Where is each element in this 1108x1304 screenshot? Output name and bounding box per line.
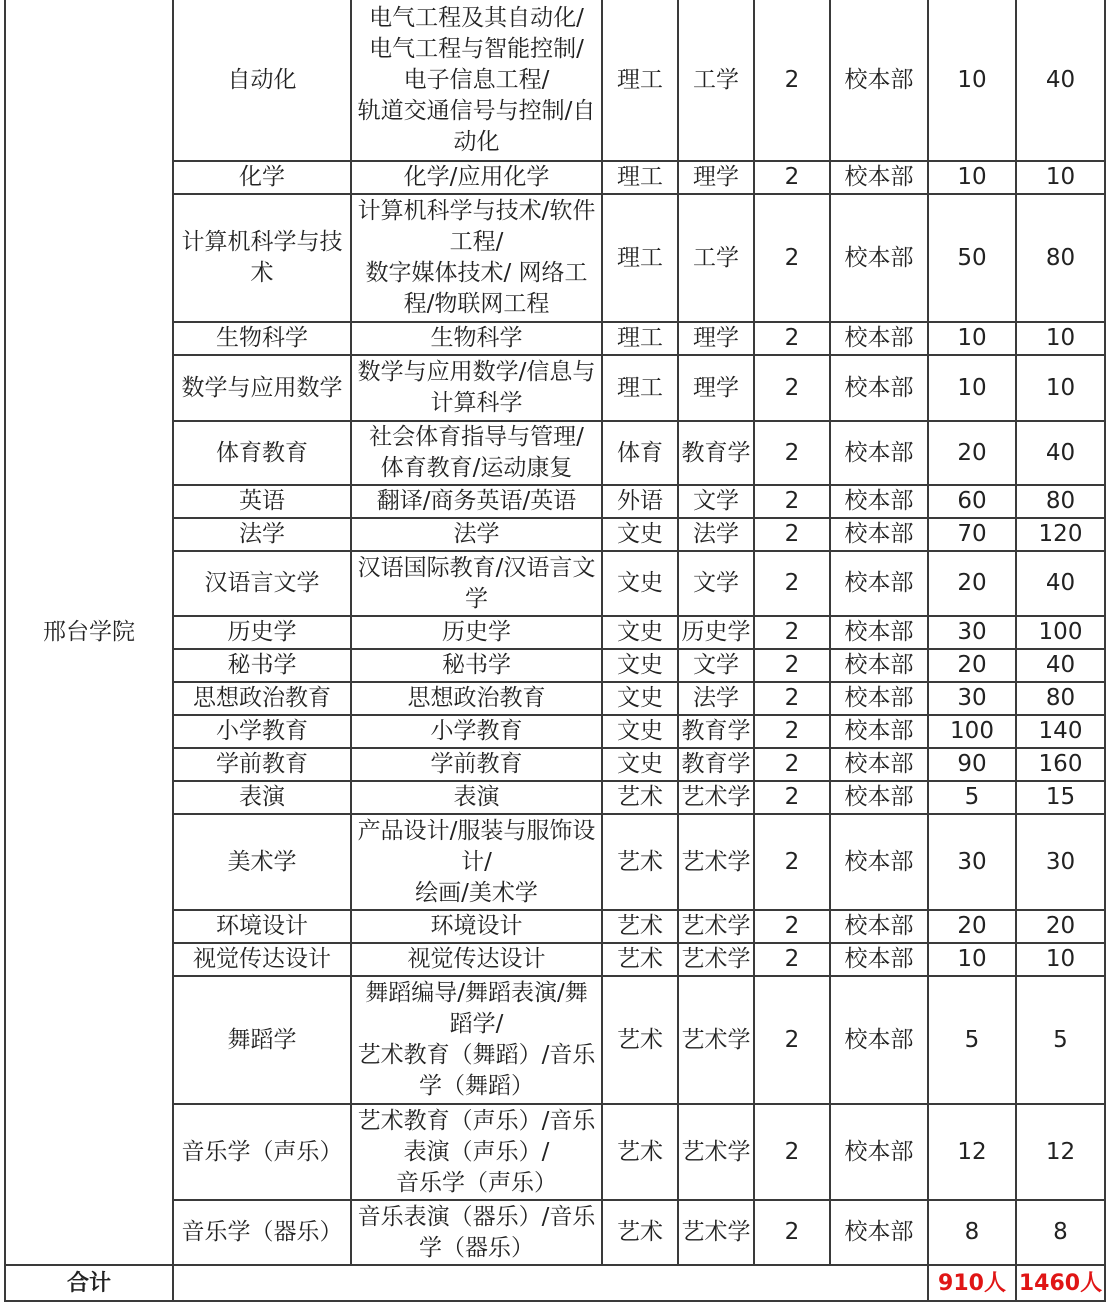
campus-cell: 校本部 [830,518,928,551]
related-major-line: 视觉传达设计 [407,946,546,972]
years-cell: 2 [754,194,830,322]
enroll-cell: 30 [1016,814,1105,910]
years-cell: 2 [754,322,830,355]
related-major-line: 社会体育指导与管理/ [369,424,584,450]
degree-cell: 理学 [678,161,754,194]
related-major-line: 轨道交通信号与控制/自 [357,97,596,124]
related-major-line: 计算机科学与技术/软件 [357,198,596,224]
category-cell: 文史 [602,715,678,748]
plan-cell: 90 [928,748,1016,781]
major-cell: 汉语言文学 [173,551,351,616]
enroll-cell: 160 [1016,748,1105,781]
category-cell: 文史 [602,748,678,781]
category-cell: 理工 [602,322,678,355]
enroll-cell: 140 [1016,715,1105,748]
years-cell: 2 [754,910,830,943]
related-majors-cell [351,814,602,910]
plan-cell: 10 [928,161,1016,194]
related-major-line: 表演（声乐）/ [403,1138,550,1165]
major-cell: 法学 [173,518,351,551]
enroll-cell: 12 [1016,1104,1105,1200]
years-cell: 2 [754,781,830,814]
major-cell: 音乐学（器乐） [173,1200,351,1265]
category-cell: 理工 [602,194,678,322]
enroll-cell: 40 [1016,649,1105,682]
enroll-cell: 10 [1016,161,1105,194]
major-cell: 体育教育 [173,421,351,485]
degree-cell: 文学 [678,485,754,518]
years-cell: 2 [754,518,830,551]
plan-cell: 5 [928,781,1016,814]
category-cell: 艺术 [602,976,678,1104]
degree-cell: 历史学 [678,616,754,649]
campus-cell: 校本部 [830,1200,928,1265]
related-major-line: 电气工程及其自动化/ [369,4,584,31]
related-majors-cell [351,355,602,421]
years-cell: 2 [754,355,830,421]
related-major-line: 小学教育 [430,718,523,744]
related-major-line: 电子信息工程/ [403,66,550,93]
plan-cell: 20 [928,421,1016,485]
related-majors-cell [351,616,602,649]
enroll-cell: 5 [1016,976,1105,1104]
related-majors-cell [351,910,602,943]
degree-cell: 艺术学 [678,1104,754,1200]
related-major-line: 艺术教育（舞蹈）/音乐 [357,1042,596,1068]
major-cell: 秘书学 [173,649,351,682]
category-cell: 文史 [602,551,678,616]
enroll-cell: 80 [1016,682,1105,715]
related-majors-cell [351,748,602,781]
related-major-line: 舞蹈编导/舞蹈表演/舞 [365,980,588,1006]
related-major-line: 动化 [453,128,500,155]
enroll-cell: 10 [1016,322,1105,355]
major-cell: 音乐学（声乐） [173,1104,351,1200]
years-cell: 2 [754,1200,830,1265]
related-major-line: 音乐表演（器乐）/音乐 [357,1203,596,1230]
category-cell: 文史 [602,616,678,649]
related-major-line: 化学/应用化学 [403,164,550,190]
plan-cell: 12 [928,1104,1016,1200]
related-majors-cell [351,0,602,161]
enroll-cell: 40 [1016,551,1105,616]
related-majors-cell [351,1104,602,1200]
major-cell: 舞蹈学 [173,976,351,1104]
plan-cell: 30 [928,616,1016,649]
campus-cell: 校本部 [830,649,928,682]
years-cell: 2 [754,485,830,518]
major-cell: 自动化 [173,0,351,161]
related-major-line: 蹈学/ [449,1011,504,1037]
major-cell: 学前教育 [173,748,351,781]
campus-cell: 校本部 [830,194,928,322]
degree-cell: 艺术学 [678,781,754,814]
enroll-cell: 40 [1016,421,1105,485]
related-major-line: 计/ [461,848,492,875]
years-cell: 2 [754,1104,830,1200]
plan-cell: 30 [928,682,1016,715]
total-row [5,1265,1105,1301]
campus-cell: 校本部 [830,355,928,421]
degree-cell: 文学 [678,551,754,616]
degree-cell: 理学 [678,322,754,355]
total-enroll: 1460人 [1016,1265,1105,1301]
related-majors-cell [351,421,602,485]
campus-cell: 校本部 [830,161,928,194]
major-cell: 视觉传达设计 [173,943,351,976]
category-cell: 体育 [602,421,678,485]
years-cell: 2 [754,616,830,649]
plan-cell: 10 [928,355,1016,421]
related-major-line: 程/物联网工程 [403,291,550,317]
enroll-cell: 15 [1016,781,1105,814]
category-cell: 艺术 [602,943,678,976]
related-major-line: 秘书学 [442,652,511,678]
campus-cell: 校本部 [830,943,928,976]
major-cell: 历史学 [173,616,351,649]
degree-cell: 文学 [678,649,754,682]
related-major-line: 生物科学 [430,325,523,351]
campus-cell: 校本部 [830,0,928,161]
related-major-line: 环境设计 [430,913,523,939]
years-cell: 2 [754,682,830,715]
degree-cell: 工学 [678,194,754,322]
related-major-line: 翻译/商务英语/英语 [376,488,577,514]
years-cell: 2 [754,421,830,485]
campus-cell: 校本部 [830,910,928,943]
related-majors-cell [351,551,602,616]
related-major-line: 汉语国际教育/汉语言文 [357,554,596,581]
years-cell: 2 [754,943,830,976]
related-majors-cell [351,518,602,551]
related-major-line: 工程/ [449,229,504,255]
plan-cell: 5 [928,976,1016,1104]
years-cell: 2 [754,551,830,616]
enroll-cell: 80 [1016,485,1105,518]
related-major-line: 体育教育/运动康复 [380,455,573,481]
major-cell: 计算机科学与技术 [173,194,351,322]
related-major-line: 绘画/美术学 [415,879,538,906]
major-cell: 化学 [173,161,351,194]
category-cell: 理工 [602,0,678,161]
related-major-line: 学（器乐） [419,1234,534,1261]
enroll-cell: 10 [1016,943,1105,976]
related-majors-cell [351,976,602,1104]
campus-cell: 校本部 [830,322,928,355]
category-cell: 艺术 [602,910,678,943]
category-cell: 艺术 [602,781,678,814]
related-major-line: 学（舞蹈） [419,1073,534,1099]
total-blank [173,1265,928,1301]
plan-cell: 70 [928,518,1016,551]
plan-cell: 10 [928,0,1016,161]
major-cell: 数学与应用数学 [173,355,351,421]
campus-cell: 校本部 [830,976,928,1104]
plan-cell: 20 [928,649,1016,682]
major-cell: 生物科学 [173,322,351,355]
degree-cell: 艺术学 [678,976,754,1104]
related-majors-cell [351,943,602,976]
related-majors-cell [351,781,602,814]
years-cell: 2 [754,976,830,1104]
related-majors-cell [351,649,602,682]
category-cell: 理工 [602,161,678,194]
related-major-line: 法学 [453,521,500,547]
campus-cell: 校本部 [830,748,928,781]
enroll-cell: 8 [1016,1200,1105,1265]
campus-cell: 校本部 [830,715,928,748]
years-cell: 2 [754,161,830,194]
degree-cell: 工学 [678,0,754,161]
major-cell: 环境设计 [173,910,351,943]
campus-cell: 校本部 [830,421,928,485]
related-major-line: 电气工程与智能控制/ [369,35,584,62]
years-cell: 2 [754,715,830,748]
category-cell: 文史 [602,649,678,682]
enroll-cell: 20 [1016,910,1105,943]
related-majors-cell [351,715,602,748]
plan-cell: 20 [928,910,1016,943]
major-cell: 思想政治教育 [173,682,351,715]
related-major-line: 音乐学（声乐） [396,1169,557,1196]
admission-plan-table [4,0,1106,1302]
degree-cell: 艺术学 [678,1200,754,1265]
category-cell: 外语 [602,485,678,518]
table-row [5,0,1105,161]
campus-cell: 校本部 [830,814,928,910]
related-majors-cell [351,322,602,355]
enroll-cell: 120 [1016,518,1105,551]
total-label: 合计 [5,1265,173,1301]
related-major-line: 历史学 [442,619,511,645]
category-cell: 艺术 [602,1104,678,1200]
campus-cell: 校本部 [830,616,928,649]
years-cell: 2 [754,649,830,682]
degree-cell: 理学 [678,355,754,421]
degree-cell: 教育学 [678,421,754,485]
college-name: 邢台学院 [5,0,173,1265]
related-major-line: 艺术教育（声乐）/音乐 [357,1107,596,1134]
enroll-cell: 40 [1016,0,1105,161]
degree-cell: 法学 [678,682,754,715]
degree-cell: 艺术学 [678,814,754,910]
plan-cell: 30 [928,814,1016,910]
degree-cell: 教育学 [678,748,754,781]
degree-cell: 艺术学 [678,910,754,943]
related-majors-cell [351,682,602,715]
related-major-line: 表演 [453,784,500,810]
campus-cell: 校本部 [830,682,928,715]
category-cell: 艺术 [602,814,678,910]
plan-cell: 100 [928,715,1016,748]
plan-cell: 8 [928,1200,1016,1265]
related-major-line: 学前教育 [430,751,523,777]
total-plan: 910人 [928,1265,1016,1301]
campus-cell: 校本部 [830,551,928,616]
related-major-line: 计算科学 [430,390,523,416]
campus-cell: 校本部 [830,1104,928,1200]
major-cell: 美术学 [173,814,351,910]
enroll-cell: 10 [1016,355,1105,421]
related-major-line: 思想政治教育 [407,685,546,711]
plan-cell: 50 [928,194,1016,322]
years-cell: 2 [754,0,830,161]
major-cell: 小学教育 [173,715,351,748]
campus-cell: 校本部 [830,781,928,814]
related-majors-cell [351,161,602,194]
plan-cell: 60 [928,485,1016,518]
enroll-cell: 100 [1016,616,1105,649]
campus-cell: 校本部 [830,485,928,518]
plan-cell: 10 [928,322,1016,355]
related-majors-cell [351,485,602,518]
degree-cell: 艺术学 [678,943,754,976]
degree-cell: 教育学 [678,715,754,748]
major-cell: 表演 [173,781,351,814]
related-major-line: 数字媒体技术/ 网络工 [365,260,588,286]
enroll-cell: 80 [1016,194,1105,322]
years-cell: 2 [754,748,830,781]
related-majors-cell [351,1200,602,1265]
major-cell: 英语 [173,485,351,518]
category-cell: 理工 [602,355,678,421]
category-cell: 艺术 [602,1200,678,1265]
related-majors-cell [351,194,602,322]
degree-cell: 法学 [678,518,754,551]
related-major-line: 学 [465,585,488,612]
category-cell: 文史 [602,518,678,551]
related-major-line: 数学与应用数学/信息与 [357,359,596,385]
plan-cell: 20 [928,551,1016,616]
plan-cell: 10 [928,943,1016,976]
related-major-line: 产品设计/服装与服饰设 [357,817,596,844]
years-cell: 2 [754,814,830,910]
category-cell: 文史 [602,682,678,715]
